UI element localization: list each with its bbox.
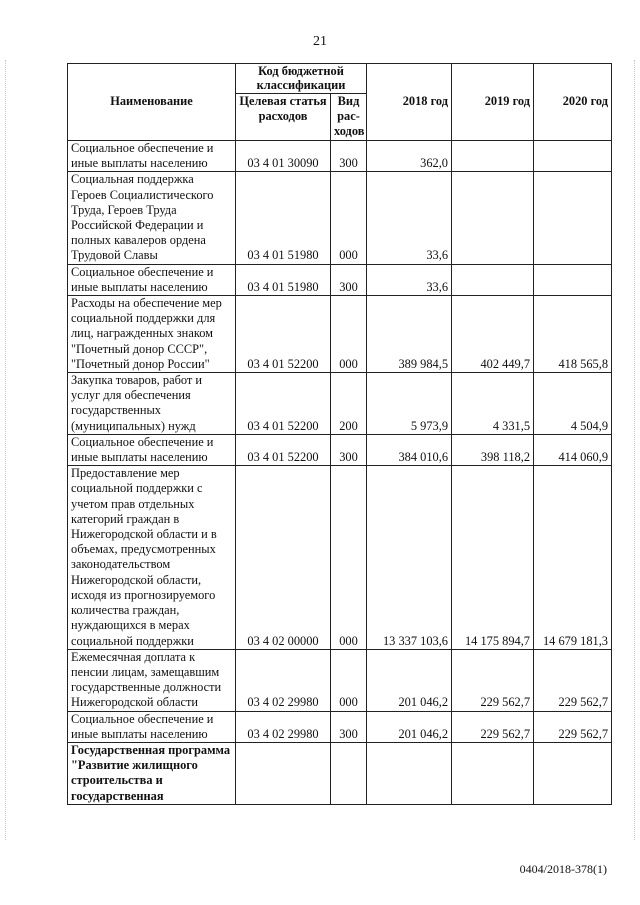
row-expense-kind xyxy=(331,742,367,804)
row-name: Предоставление мер социальной поддержки с учетом прав отдельных категорий граждан в Нижегородской области и в объемах, предусмотренных законодательством Нижегородской области, исходя из прогнозируемого количества граждан, нуждающихся в мерах социальной поддержки xyxy=(68,466,236,649)
row-target-code: 03 4 01 51980 xyxy=(236,264,331,295)
row-2018: 384 010,6 xyxy=(367,434,452,465)
row-2019: 14 175 894,7 xyxy=(452,466,534,649)
row-2020: 418 565,8 xyxy=(534,296,612,373)
row-target-code: 03 4 01 52200 xyxy=(236,434,331,465)
table-row xyxy=(68,296,612,373)
row-2019 xyxy=(452,742,534,804)
row-2018: 5 973,9 xyxy=(367,373,452,435)
row-2018: 33,6 xyxy=(367,172,452,264)
row-2019 xyxy=(452,141,534,172)
row-2018: 33,6 xyxy=(367,264,452,295)
row-2020 xyxy=(534,742,612,804)
row-2019 xyxy=(452,172,534,264)
row-expense-kind: 300 xyxy=(331,434,367,465)
row-2019: 4 331,5 xyxy=(452,373,534,435)
row-2020: 414 060,9 xyxy=(534,434,612,465)
row-2020: 229 562,7 xyxy=(534,711,612,742)
row-2020 xyxy=(534,172,612,264)
table-row xyxy=(68,434,612,465)
header-2018: 2018 год xyxy=(367,64,452,141)
row-2019: 229 562,7 xyxy=(452,711,534,742)
row-expense-kind: 000 xyxy=(331,172,367,264)
row-target-code: 03 4 01 30090 xyxy=(236,141,331,172)
table-row xyxy=(68,373,612,435)
row-2020: 14 679 181,3 xyxy=(534,466,612,649)
row-2018: 13 337 103,6 xyxy=(367,466,452,649)
row-2019: 229 562,7 xyxy=(452,649,534,711)
header-2020: 2020 год xyxy=(534,64,612,141)
table-row xyxy=(68,141,612,172)
row-target-code: 03 4 01 51980 xyxy=(236,172,331,264)
row-2019 xyxy=(452,264,534,295)
row-expense-kind: 200 xyxy=(331,373,367,435)
row-2020 xyxy=(534,141,612,172)
table-row xyxy=(68,264,612,295)
row-expense-kind: 300 xyxy=(331,711,367,742)
row-name: Закупка товаров, работ и услуг для обеспечения государственных (муниципальных) нужд xyxy=(68,373,236,435)
left-margin-mark xyxy=(5,60,7,840)
table-row xyxy=(68,742,612,804)
row-2018: 201 046,2 xyxy=(367,711,452,742)
row-2020 xyxy=(534,264,612,295)
row-name: Социальное обеспечение и иные выплаты населению xyxy=(68,434,236,465)
row-2020: 4 504,9 xyxy=(534,373,612,435)
row-2019: 398 118,2 xyxy=(452,434,534,465)
row-name: Расходы на обеспечение мер социальной поддержки для лиц, награжденных знаком "Почетный донор СССР", "Почетный донор России" xyxy=(68,296,236,373)
page-number: 21 xyxy=(313,34,327,49)
header-code-group: Код бюджетной классификации xyxy=(236,64,367,94)
row-name: Социальная поддержка Героев Социалистического Труда, Героев Труда Российской Федерации и полных кавалеров ордена Трудовой Славы xyxy=(68,172,236,264)
row-2020: 229 562,7 xyxy=(534,649,612,711)
document-code: 0404/2018-378(1) xyxy=(519,862,607,876)
table-row xyxy=(68,172,612,264)
row-target-code xyxy=(236,742,331,804)
row-2018: 362,0 xyxy=(367,141,452,172)
right-margin-mark xyxy=(634,60,636,840)
row-expense-kind: 000 xyxy=(331,466,367,649)
table-row xyxy=(68,649,612,711)
row-name: Государственная программа "Развитие жилищного строительства и государственная xyxy=(68,742,236,804)
row-target-code: 03 4 02 00000 xyxy=(236,466,331,649)
table-header xyxy=(68,64,612,141)
header-2019: 2019 год xyxy=(452,64,534,141)
header-expense-kind: Вид рас-ходов xyxy=(331,94,367,141)
table-row xyxy=(68,466,612,649)
header-name: Наименование xyxy=(68,64,236,141)
row-target-code: 03 4 02 29980 xyxy=(236,649,331,711)
row-2019: 402 449,7 xyxy=(452,296,534,373)
row-expense-kind: 300 xyxy=(331,264,367,295)
row-target-code: 03 4 01 52200 xyxy=(236,296,331,373)
row-expense-kind: 000 xyxy=(331,649,367,711)
row-name: Социальное обеспечение и иные выплаты населению xyxy=(68,711,236,742)
row-2018 xyxy=(367,742,452,804)
header-target-article: Целевая статья расходов xyxy=(236,94,331,141)
row-name: Социальное обеспечение и иные выплаты населению xyxy=(68,264,236,295)
row-2018: 389 984,5 xyxy=(367,296,452,373)
row-2018: 201 046,2 xyxy=(367,649,452,711)
budget-table xyxy=(67,63,612,805)
row-expense-kind: 300 xyxy=(331,141,367,172)
row-name: Социальное обеспечение и иные выплаты населению xyxy=(68,141,236,172)
row-name: Ежемесячная доплата к пенсии лицам, замещавшим государственные должности Нижегородской области xyxy=(68,649,236,711)
row-target-code: 03 4 01 52200 xyxy=(236,373,331,435)
row-target-code: 03 4 02 29980 xyxy=(236,711,331,742)
table-row xyxy=(68,711,612,742)
row-expense-kind: 000 xyxy=(331,296,367,373)
